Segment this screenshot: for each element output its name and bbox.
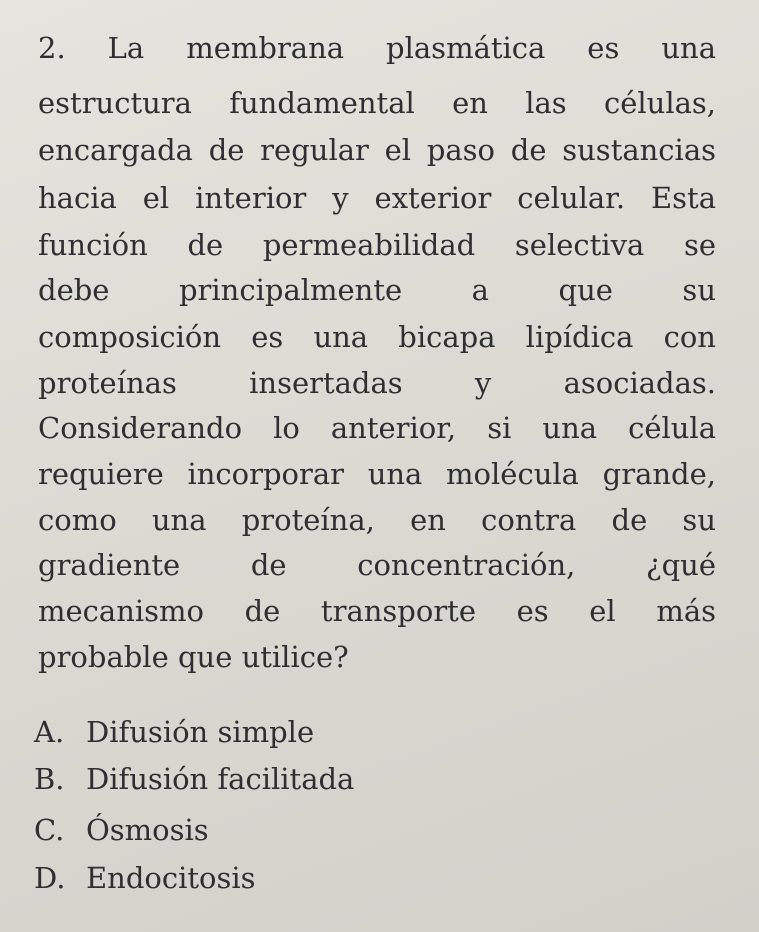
question-line-14: probable que utilice? [38,640,349,674]
question-number: 2. [38,31,66,65]
option-text: Difusión facilitada [86,762,355,796]
question-line-9: Considerando lo anterior, si una célula [38,411,716,445]
question-line-10: requiere incorporar una molécula grande, [38,457,716,491]
option-text: Difusión simple [86,715,315,749]
question-line-13: mecanismo de transporte es el más [38,594,716,628]
question-line-8: proteínas insertadas y asociadas. [38,366,716,400]
question-line-7: composición es una bicapa lipídica con [38,320,716,354]
question-line-1: 2. La membrana plasmática es una [38,31,716,65]
option-letter: D. [34,861,66,895]
option-letter: C. [34,813,65,847]
option-text: Endocitosis [86,861,256,895]
question-line-2: estructura fundamental en las células, [38,86,716,120]
option-a[interactable] [34,708,314,756]
option-letter: A. [34,715,65,749]
question-line-11: como una proteína, en contra de su [38,503,716,537]
option-text: Ósmosis [86,813,209,847]
option-b[interactable] [34,755,354,803]
option-letter: B. [34,762,65,796]
question-line-12: gradiente de concentración, ¿qué [38,548,716,582]
option-d[interactable] [34,854,256,902]
option-c[interactable] [34,806,209,854]
question-line-6: debe principalmente a que su [38,273,716,307]
question-line-3: encargada de regular el paso de sustancias [38,133,716,167]
question-line-5: función de permeabilidad selectiva se [38,228,716,262]
question-line-4: hacia el interior y exterior celular. Esta [38,181,716,215]
